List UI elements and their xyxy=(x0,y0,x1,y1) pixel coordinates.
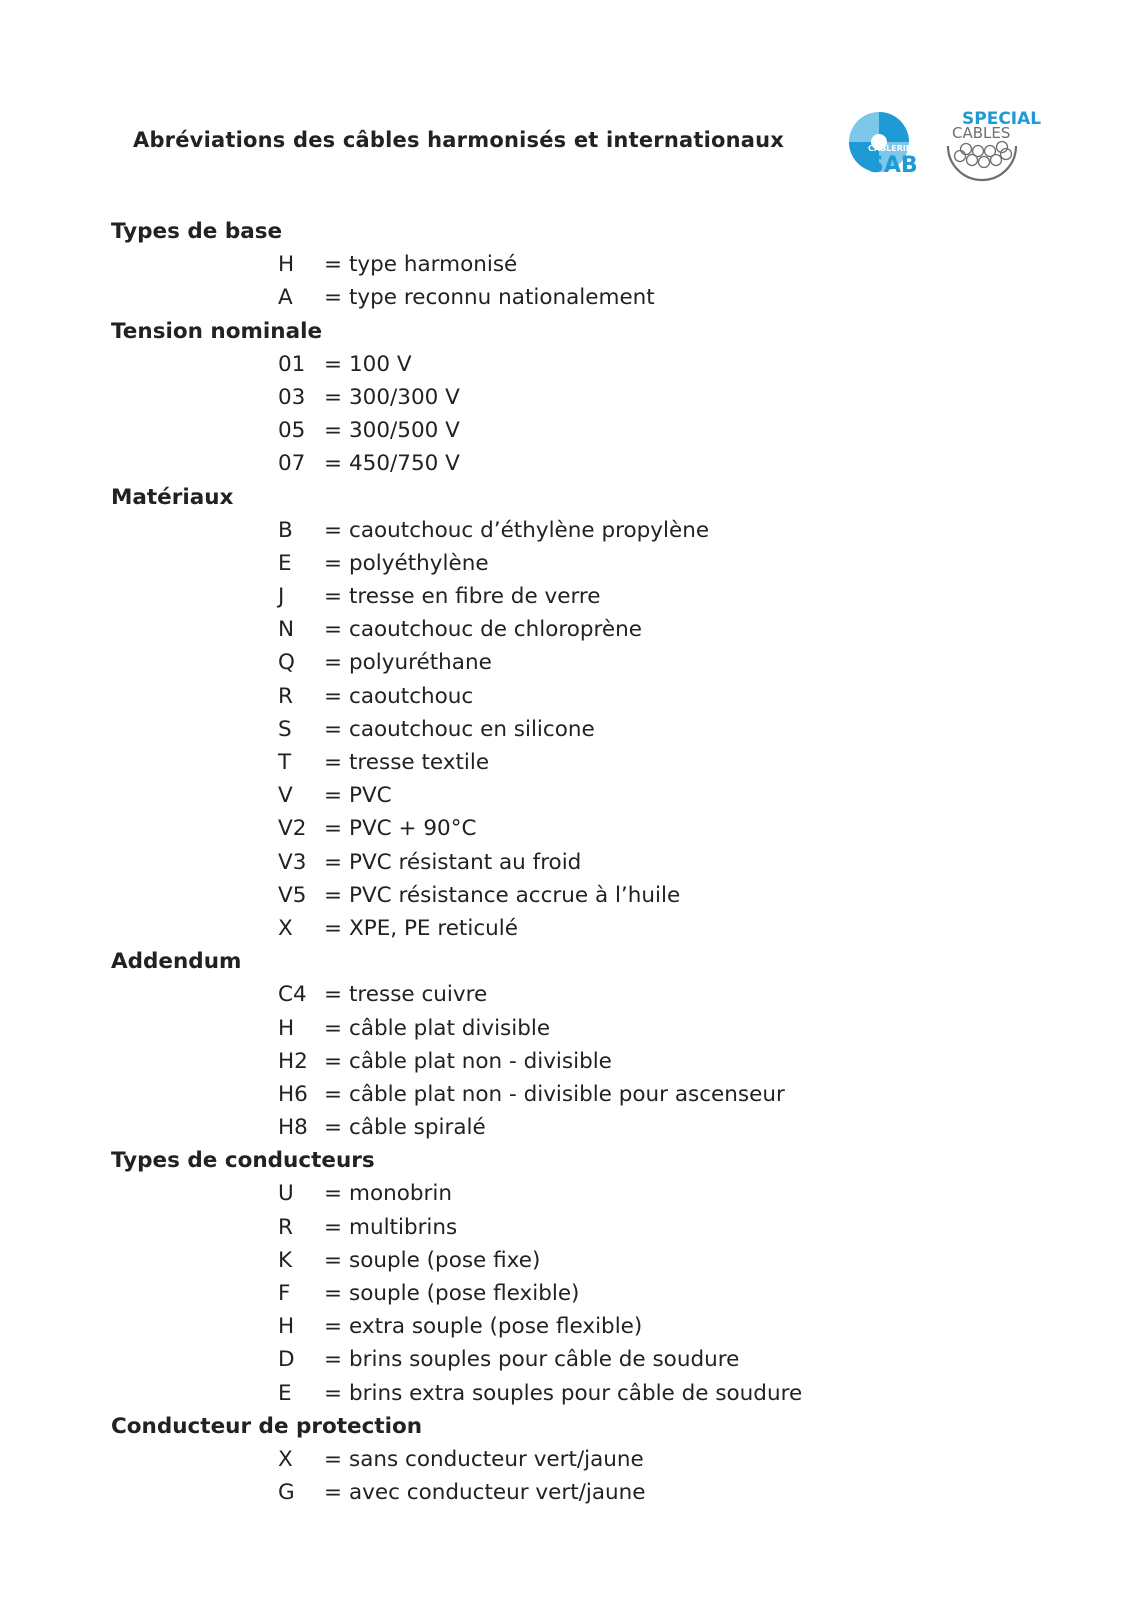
section-title: Addendum xyxy=(111,949,242,975)
abbreviation-code: V xyxy=(278,783,293,809)
abbreviation-code: T xyxy=(278,750,292,775)
abbreviation-description: 450/750 V xyxy=(349,451,460,477)
equals-sign: = xyxy=(324,1347,343,1373)
abbreviation-entry xyxy=(111,746,1071,779)
abbreviation-code: V2 xyxy=(278,816,307,842)
abbreviation-entry xyxy=(111,1310,1071,1343)
abbreviation-description: câble spiralé xyxy=(349,1115,486,1141)
equals-sign: = xyxy=(324,617,343,643)
equals-sign: = xyxy=(324,252,343,278)
abbreviation-entry xyxy=(111,1045,1071,1078)
abbreviation-entry xyxy=(111,1177,1071,1210)
equals-sign: = xyxy=(324,783,343,809)
equals-sign: = xyxy=(324,882,343,908)
abbreviation-code: 01 xyxy=(278,351,306,377)
abbreviation-code: B xyxy=(278,517,293,543)
abbreviation-code: N xyxy=(278,617,295,643)
logo-text-cablerie: CABLERIE xyxy=(868,144,912,153)
section-title: Types de base xyxy=(111,219,283,244)
abbreviation-code: H xyxy=(278,252,295,278)
abbreviation-code: V3 xyxy=(278,849,307,875)
abbreviation-description: brins extra souples pour câble de soudure xyxy=(349,1380,803,1406)
abbreviation-code: F xyxy=(278,1281,291,1306)
logo-text-sab: SAB xyxy=(868,153,918,178)
abbreviation-description: 100 V xyxy=(349,351,412,377)
equals-sign: = xyxy=(324,1281,343,1306)
logo-cable-section xyxy=(948,142,1016,181)
abbreviation-entry xyxy=(111,1377,1071,1410)
abbreviation-description: type reconnu nationalement xyxy=(349,285,655,311)
section-title: Tension nominale xyxy=(111,318,323,344)
abbreviation-code: E xyxy=(278,550,292,576)
equals-sign: = xyxy=(324,683,343,709)
abbreviation-description: PVC + 90°C xyxy=(349,816,477,842)
abbreviation-entry xyxy=(111,680,1071,713)
equals-sign: = xyxy=(324,384,343,410)
abbreviation-description: souple (pose fixe) xyxy=(349,1247,541,1273)
abbreviation-code: 03 xyxy=(278,384,306,410)
equals-sign: = xyxy=(324,285,343,311)
abbreviation-entry xyxy=(111,414,1071,447)
abbreviation-entry xyxy=(111,547,1071,580)
abbreviation-entry xyxy=(111,779,1071,812)
abbreviation-code: X xyxy=(278,1446,293,1472)
abbreviation-entry xyxy=(111,348,1071,381)
abbreviation-description: câble plat non - divisible pour ascenseur xyxy=(349,1081,785,1107)
abbreviation-entry xyxy=(111,514,1071,547)
abbreviation-entry xyxy=(111,713,1071,746)
abbreviation-entry xyxy=(111,846,1071,879)
abbreviation-code: X xyxy=(278,915,293,941)
logo-text-special: SPECIAL xyxy=(962,109,1042,129)
abbreviation-description: multibrins xyxy=(349,1214,458,1240)
abbreviation-description: type harmonisé xyxy=(349,252,518,278)
abbreviation-entry xyxy=(111,812,1071,845)
abbreviation-description: 300/500 V xyxy=(349,418,460,444)
section-title: Types de conducteurs xyxy=(111,1148,375,1174)
document-title: Abréviations des câbles harmonisés et internationaux xyxy=(133,128,785,152)
abbreviation-code: H xyxy=(278,1015,295,1041)
abbreviation-description: avec conducteur vert/jaune xyxy=(349,1480,646,1506)
abbreviation-code: S xyxy=(278,716,292,742)
equals-sign: = xyxy=(324,550,343,576)
abbreviation-description: sans conducteur vert/jaune xyxy=(349,1446,644,1472)
abbreviation-description: polyuréthane xyxy=(349,650,492,676)
equals-sign: = xyxy=(324,716,343,742)
abbreviation-description: PVC xyxy=(349,783,392,809)
logo-text-cables: CABLES xyxy=(952,124,1011,142)
equals-sign: = xyxy=(324,1081,343,1107)
abbreviation-code: H6 xyxy=(278,1081,308,1107)
sab-special-cables-logo xyxy=(848,104,1042,182)
equals-sign: = xyxy=(324,982,343,1008)
abbreviation-entry xyxy=(111,978,1071,1011)
abbreviation-entry xyxy=(111,912,1071,945)
abbreviation-code: U xyxy=(278,1181,294,1207)
abbreviation-entry xyxy=(111,248,1071,281)
equals-sign: = xyxy=(324,1247,343,1273)
section-title: Conducteur de protection xyxy=(111,1413,423,1439)
abbreviation-entry xyxy=(111,580,1071,613)
abbreviation-code: G xyxy=(278,1480,295,1506)
abbreviation-entry xyxy=(111,879,1071,912)
abbreviation-entry xyxy=(111,1343,1071,1376)
equals-sign: = xyxy=(324,1446,343,1472)
abbreviation-code: V5 xyxy=(278,882,307,908)
abbreviation-code: A xyxy=(278,285,293,311)
equals-sign: = xyxy=(324,451,343,477)
abbreviation-description: monobrin xyxy=(349,1181,452,1207)
abbreviation-entry xyxy=(111,1277,1071,1310)
abbreviation-code: R xyxy=(278,683,293,709)
abbreviation-description: XPE, PE reticulé xyxy=(349,915,518,941)
abbreviation-description: brins souples pour câble de soudure xyxy=(349,1347,740,1373)
abbreviation-entry xyxy=(111,1111,1071,1144)
equals-sign: = xyxy=(324,584,343,610)
abbreviation-code: 05 xyxy=(278,418,306,444)
abbreviation-entry xyxy=(111,447,1071,480)
abbreviation-entry xyxy=(111,1476,1071,1509)
abbreviation-entry xyxy=(111,613,1071,646)
equals-sign: = xyxy=(324,849,343,875)
abbreviation-entry xyxy=(111,1244,1071,1277)
abbreviation-description: câble plat non - divisible xyxy=(349,1048,612,1074)
equals-sign: = xyxy=(324,816,343,842)
abbreviation-entry xyxy=(111,646,1071,679)
equals-sign: = xyxy=(324,1480,343,1506)
equals-sign: = xyxy=(324,915,343,941)
abbreviation-description: tresse cuivre xyxy=(349,982,488,1008)
equals-sign: = xyxy=(324,1380,343,1406)
abbreviation-description: caoutchouc d’éthylène propylène xyxy=(349,517,710,543)
abbreviation-description: câble plat divisible xyxy=(349,1015,551,1041)
abbreviation-description: polyéthylène xyxy=(349,550,489,576)
abbreviation-description: caoutchouc xyxy=(349,683,474,709)
abbreviation-description: caoutchouc en silicone xyxy=(349,716,595,742)
equals-sign: = xyxy=(324,517,343,543)
equals-sign: = xyxy=(324,1181,343,1207)
abbreviation-description: PVC résistance accrue à l’huile xyxy=(349,882,681,908)
abbreviation-code: D xyxy=(278,1347,295,1373)
abbreviation-entry xyxy=(111,1443,1071,1476)
abbreviation-description: souple (pose flexible) xyxy=(349,1281,580,1306)
abbreviation-code: R xyxy=(278,1214,293,1240)
abbreviation-code: C4 xyxy=(278,982,307,1008)
equals-sign: = xyxy=(324,750,343,775)
equals-sign: = xyxy=(324,650,343,676)
equals-sign: = xyxy=(324,1015,343,1041)
abbreviation-description: 300/300 V xyxy=(349,384,460,410)
abbreviation-description: extra souple (pose flexible) xyxy=(349,1314,643,1340)
equals-sign: = xyxy=(324,418,343,444)
abbreviation-entry xyxy=(111,381,1071,414)
abbreviation-entry xyxy=(111,1211,1071,1244)
abbreviation-code: 07 xyxy=(278,451,306,477)
abbreviation-code: H2 xyxy=(278,1048,308,1074)
equals-sign: = xyxy=(324,1048,343,1074)
abbreviation-entry xyxy=(111,1012,1071,1045)
abbreviation-description: tresse en fibre de verre xyxy=(349,584,601,610)
abbreviation-description: caoutchouc de chloroprène xyxy=(349,617,642,643)
abbreviation-code: H8 xyxy=(278,1115,308,1141)
abbreviation-list xyxy=(111,215,1071,1509)
abbreviation-code: J xyxy=(278,584,285,610)
equals-sign: = xyxy=(324,1314,343,1340)
abbreviation-code: Q xyxy=(278,650,295,676)
abbreviation-description: tresse textile xyxy=(349,750,490,775)
abbreviation-code: H xyxy=(278,1314,295,1340)
abbreviation-entry xyxy=(111,1078,1071,1111)
abbreviation-code: K xyxy=(278,1247,293,1273)
abbreviation-entry xyxy=(111,281,1071,314)
equals-sign: = xyxy=(324,1214,343,1240)
abbreviation-code: E xyxy=(278,1380,292,1406)
abbreviation-description: PVC résistant au froid xyxy=(349,849,582,875)
section-title: Matériaux xyxy=(111,484,234,510)
equals-sign: = xyxy=(324,351,343,377)
equals-sign: = xyxy=(324,1115,343,1141)
